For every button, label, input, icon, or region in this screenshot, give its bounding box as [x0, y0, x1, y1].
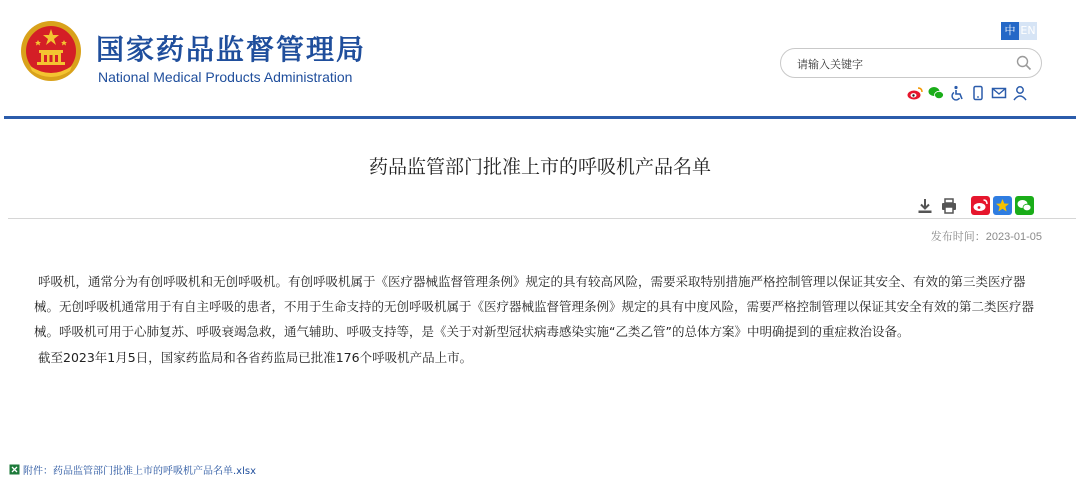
publish-date	[931, 228, 1042, 244]
share-weibo-icon[interactable]	[971, 196, 990, 215]
site-title-en[interactable]: National Medical Products Administration	[98, 69, 353, 85]
wechat-icon[interactable]	[928, 85, 944, 101]
header-divider	[4, 116, 1076, 119]
language-switch	[1001, 22, 1037, 40]
article-tools	[916, 196, 1034, 215]
article-paragraph: 呼吸机，通常分为有创呼吸机和无创呼吸机。有创呼吸机属于《医疗器械监督管理条例》规定的具有较高风险，需要采取特别措施严格控制管理以保证其安全、有效的第三类医疗器械。无创呼吸机通常用于有自主呼吸的患者，不用于生命支持的无创呼吸机属于《医疗器械监督管理条例》规定的具有中度风险，需要严格控制管理以保证其安全有效的第二类医疗器械。呼吸机可用于心肺复苏、呼吸衰竭急救，通气辅助、呼吸支持等，是《关于对新型冠状病毒感染实施“乙类乙管”的总体方案》中明确提到的重症救治设备。	[34, 274, 1035, 339]
excel-file-icon	[9, 464, 20, 475]
article-paragraph: 截至2023年1月5日，国家药监局和各省药监局已批准176个呼吸机产品上市。	[38, 350, 473, 365]
share-wechat-icon[interactable]	[1015, 196, 1034, 215]
publish-date-value: 2023-01-05	[985, 231, 1042, 243]
site-title[interactable]: 国家药品监督管理局	[96, 33, 367, 66]
search-input[interactable]	[795, 54, 1009, 74]
site-header	[0, 0, 1080, 118]
national-emblem-icon	[20, 20, 82, 82]
print-icon[interactable]	[940, 197, 958, 215]
search-icon[interactable]	[1016, 55, 1032, 71]
attachment-link[interactable]: 药品监管部门批准上市的呼吸机产品名单.xlsx	[53, 466, 257, 477]
article-title: 药品监管部门批准上市的呼吸机产品名单	[368, 156, 711, 178]
publish-date-label: 发布时间：	[930, 230, 986, 243]
mail-icon[interactable]	[991, 85, 1007, 101]
mobile-icon[interactable]	[970, 85, 986, 101]
share-favorite-icon[interactable]	[993, 196, 1012, 215]
header-icon-links	[907, 85, 1028, 101]
article-body	[34, 269, 1048, 370]
accessibility-icon[interactable]	[949, 85, 965, 101]
lang-en-button[interactable]: EN	[1019, 22, 1037, 40]
attachment	[9, 462, 256, 477]
download-icon[interactable]	[916, 197, 934, 215]
search-box	[780, 48, 1042, 78]
weibo-icon[interactable]	[907, 85, 923, 101]
user-icon[interactable]	[1012, 85, 1028, 101]
title-divider	[8, 218, 1076, 219]
attachment-label: 附件：	[23, 466, 53, 477]
lang-cn-button[interactable]: 中	[1001, 22, 1019, 40]
